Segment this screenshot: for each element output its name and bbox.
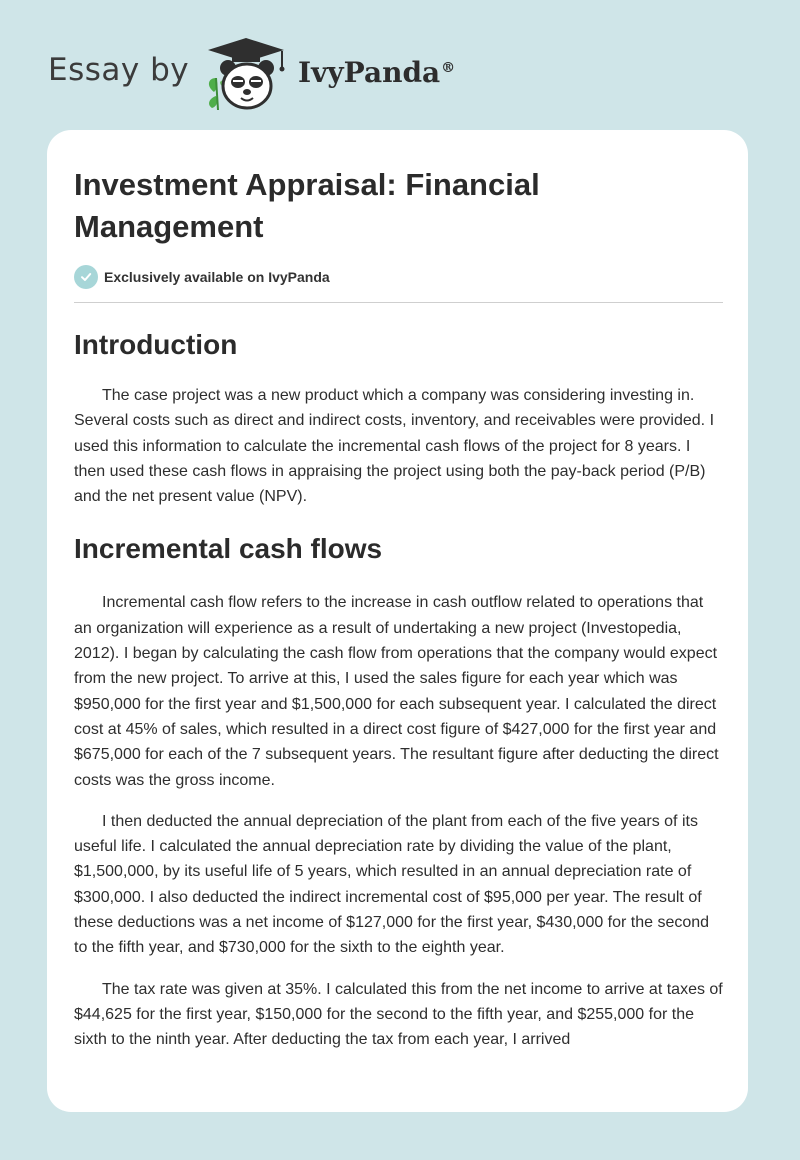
exclusive-badge (74, 264, 330, 290)
section-heading: Introduction (74, 329, 238, 360)
paragraph: I then deducted the annual depreciation of the plant from each of the five years of its useful life. I calculated the annual depreciation rate by dividing the value of the plant, $1,500,000, by its useful life of 5 years, which resulted in an annual depreciation rate of $300,000. I also deducted the indirect incremental cost of $95,000 per year. The result of these deductions was a net income of $127,000 for the first year, $430,000 for the second to the fifth year, and $730,000 for the sixth to the eighth year. (74, 812, 710, 957)
paragraph: The tax rate was given at 35%. I calculated this from the net income to arrive at taxes of $44,625 for the first year, $150,000 for the second to the fifth year, and $255,000 for the sixth to the ninth year. After deducting the tax from each year, I arrived (74, 980, 723, 1049)
section-introduction (74, 325, 723, 509)
article-body (74, 323, 723, 1053)
section-incremental-cash-flows (74, 529, 723, 1052)
brand-name-text: IvyPanda (298, 56, 441, 89)
page-title: Investment Appraisal: Financial Management (74, 167, 540, 244)
check-circle-icon (74, 265, 98, 289)
brand-prefix: Essay by (48, 52, 190, 88)
article-card (47, 130, 748, 1112)
brand-header (48, 34, 508, 114)
panda-graduate-icon (200, 34, 292, 112)
badge-text: Exclusively available on IvyPanda (104, 269, 330, 285)
paragraph: Incremental cash flow refers to the increase in cash outflow related to operations that an organization will experience as a result of undertaking a new project (Investopedia, 2012). I began by calculating the cash flow from operations that the company would expect from the new project. To arrive at this, I used the sales figure for each year which was $950,000 for the first year and $1,500,000 for each subsequent year. I calculated the direct cost at 45% of sales, which resulted in a direct cost figure of $427,000 for the first year and $675,000 for each of the 7 subsequent years. The resultant figure after deducting the direct costs was the gross income. (74, 594, 719, 789)
paragraph: The case project was a new product which a company was considering investing in. Several costs such as direct and indirect costs, inventory, and receivables were provided. I used this information to calculate the incremental cash flows of the project for 8 years. I then used these cash flows in appraising the project using both the pay-back period (P/B) and the net present value (NPV). (74, 387, 715, 506)
registered-mark: ® (441, 59, 456, 76)
divider (74, 302, 723, 303)
brand-name (298, 56, 455, 89)
section-heading: Incremental cash flows (74, 533, 383, 565)
